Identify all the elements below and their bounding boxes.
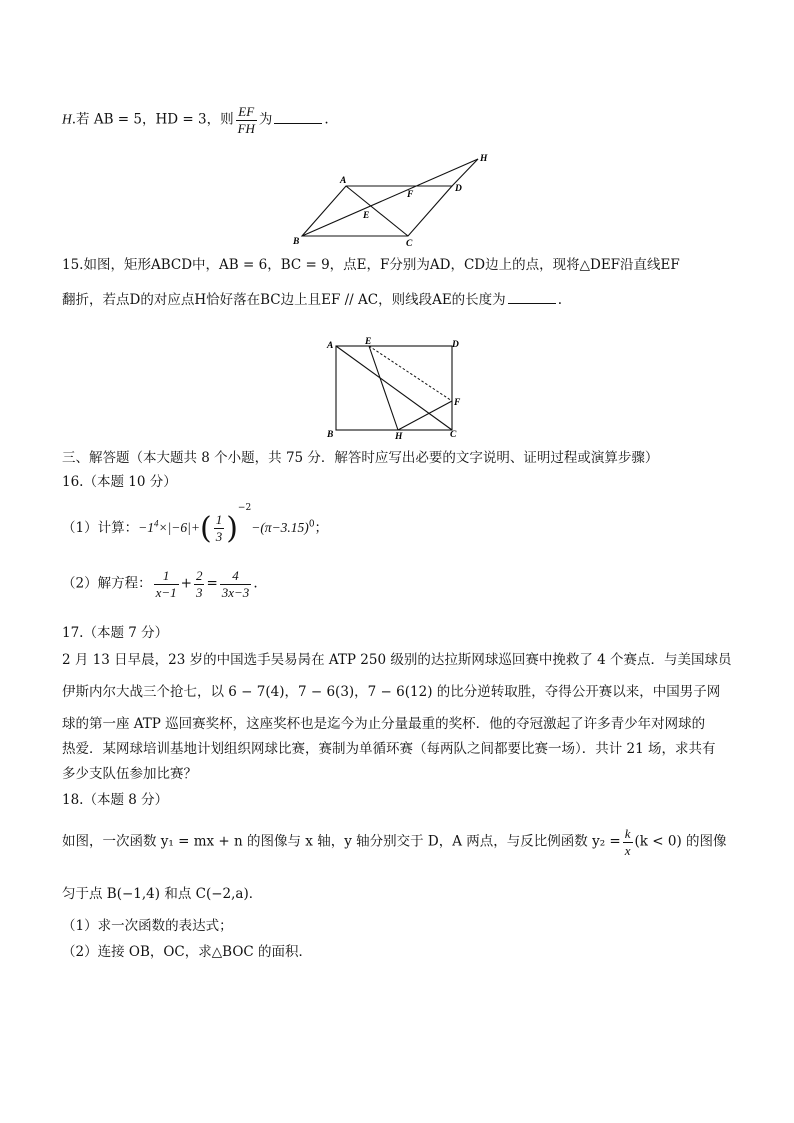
q15-line-2 — [62, 291, 732, 310]
q16-eq-frac-1 — [154, 568, 179, 600]
q16-part-2 — [62, 568, 732, 600]
q14-label-d: D — [455, 184, 462, 194]
q14-label-a: A — [340, 176, 347, 186]
q18-fraction — [623, 826, 633, 858]
q16-eq-frac-1-den: x−1 — [155, 584, 177, 600]
q15-label-a: A — [327, 341, 334, 351]
q16-part-1 — [62, 503, 732, 548]
q16-left-paren: ( — [199, 511, 212, 546]
q15-label-b: B — [327, 430, 334, 440]
q14-label-e: E — [363, 211, 370, 221]
q16-part-1-end: ； — [314, 520, 329, 536]
q16-eq-plus: + — [180, 575, 192, 592]
q16-frac-den: 3 — [215, 529, 223, 544]
q14-given: .若 AB = 5，HD = 3，则 — [71, 111, 234, 128]
q16-frac-exp: −2 — [237, 503, 252, 513]
q15-answer-blank[interactable] — [508, 291, 556, 304]
q16-eq-frac-2 — [194, 568, 205, 600]
q16-header: 16.（本题 10 分） — [62, 474, 177, 490]
q14-frac-num: EF — [236, 104, 257, 121]
q17-line-2: 伊斯内尔大战三个抢七，以 6 − 7(4)，7 − 6(3)，7 − 6(12) 的比分逆转取胜，夺得公开赛以来，中国男子网 — [62, 684, 721, 700]
q16-term-a-base: −1 — [138, 520, 154, 535]
q18-header: 18.（本题 8 分） — [62, 792, 169, 808]
q14-fraction — [236, 104, 257, 136]
q15-label-d: D — [452, 340, 459, 350]
q14-label-c: C — [406, 239, 413, 249]
q16-part-2-label: （2）解方程： — [62, 575, 152, 592]
q18-part-1: （1）求一次函数的表达式； — [62, 918, 233, 934]
q17-line-5: 多少支队伍参加比赛？ — [62, 766, 197, 782]
q14-label-f: F — [407, 190, 414, 200]
segment-hf — [398, 401, 452, 430]
q16-part-1-label: （1）计算： — [62, 520, 139, 536]
q18-intro-a: 如图，一次函数 y₁ = mx + n 的图像与 x 轴，y 轴分别交于 D，A 两点，与反比例函数 y₂ = — [62, 833, 621, 850]
q16-eq-frac-2-den: 3 — [195, 584, 203, 600]
q14-answer-blank[interactable] — [274, 111, 322, 124]
q16-right-paren: ) — [226, 511, 238, 546]
q14-label-h: H — [480, 154, 488, 164]
q16-fraction — [214, 512, 225, 544]
q16-eq-frac-1-num: 1 — [154, 568, 179, 585]
q16-term-b: ×|−6|+ — [158, 520, 200, 535]
q18-frac-num: k — [624, 826, 631, 841]
q15-label-h: H — [395, 432, 403, 442]
q14-frac-den: FH — [237, 120, 255, 136]
q16-part-2-end: . — [253, 575, 258, 592]
q16-frac-num: 1 — [215, 512, 223, 528]
q16-eq-frac-3-num: 4 — [220, 568, 252, 585]
q16-eq-frac-2-num: 2 — [195, 568, 203, 583]
q15-line-2-text: 翻折，若点D的对应点H恰好落在BC边上且EF // AC，则线段AE的长度为 — [62, 292, 506, 308]
q16-term-a — [138, 520, 158, 535]
q14-tail-line — [62, 104, 732, 136]
section-3-heading: 三、解答题（本大题共 8 个小题，共 75 分．解答时应写出必要的文字说明、证明过程或演算步骤） — [62, 450, 659, 466]
q14-label-b: B — [293, 237, 300, 247]
q18-line-2: 匀于点 B(−1,4) 和点 C(−2,a)． — [62, 886, 263, 902]
q15-line-1: 15.如图，矩形ABCD中，AB = 6，BC = 9，点E，F分别为AD，CD边上的点，现将△DEF沿直线EF — [62, 257, 680, 273]
q16-eq-frac-3-den: 3x−3 — [221, 584, 250, 600]
q18-intro-b: (k < 0) 的图像 — [634, 833, 727, 850]
q16-eq-equals: = — [206, 575, 218, 592]
q14-tail-end: 为 — [258, 111, 273, 128]
q15-label-c: C — [450, 430, 457, 440]
q16-term-c-exp: 0 — [308, 519, 315, 530]
line-bh — [302, 159, 478, 236]
q14-period: . — [324, 111, 329, 128]
q18-frac-den: x — [624, 842, 631, 858]
q14-parallelogram-figure — [290, 152, 500, 250]
fold-line-ef — [369, 346, 452, 401]
q17-line-1: 2 月 13 日早晨，23 岁的中国选手吴易昺在 ATP 250 级别的达拉斯网球巡回赛中挽救了 4 个赛点．与美国球员 — [62, 652, 732, 668]
line-dh — [452, 159, 478, 186]
q16-term-c: −(π−3.15) — [251, 520, 309, 535]
q15-period: . — [557, 292, 562, 308]
q17-line-4: 热爱．某网球培训基地计划组织网球比赛，赛制为单循环赛（每两队之间都要比赛一场）．共计 21 场，求共有 — [62, 741, 716, 757]
q15-label-e: E — [365, 337, 372, 347]
q15-rectangle-figure — [318, 334, 468, 444]
q16-eq-frac-3 — [220, 568, 252, 600]
q18-part-2: （2）连接 OB，OC，求△BOC 的面积． — [62, 944, 313, 960]
q15-label-f: F — [454, 398, 461, 408]
q14-point-h: H — [62, 111, 72, 127]
q18-intro — [62, 826, 732, 858]
q17-header: 17.（本题 7 分） — [62, 625, 169, 641]
q16-term-a-exp: 4 — [153, 518, 159, 529]
q17-line-3: 球的第一座 ATP 巡回赛奖杯，这座奖杯也是迄今为止分量最重的奖杯．他的夺冠激起了许多青少年对网球的 — [62, 716, 706, 732]
